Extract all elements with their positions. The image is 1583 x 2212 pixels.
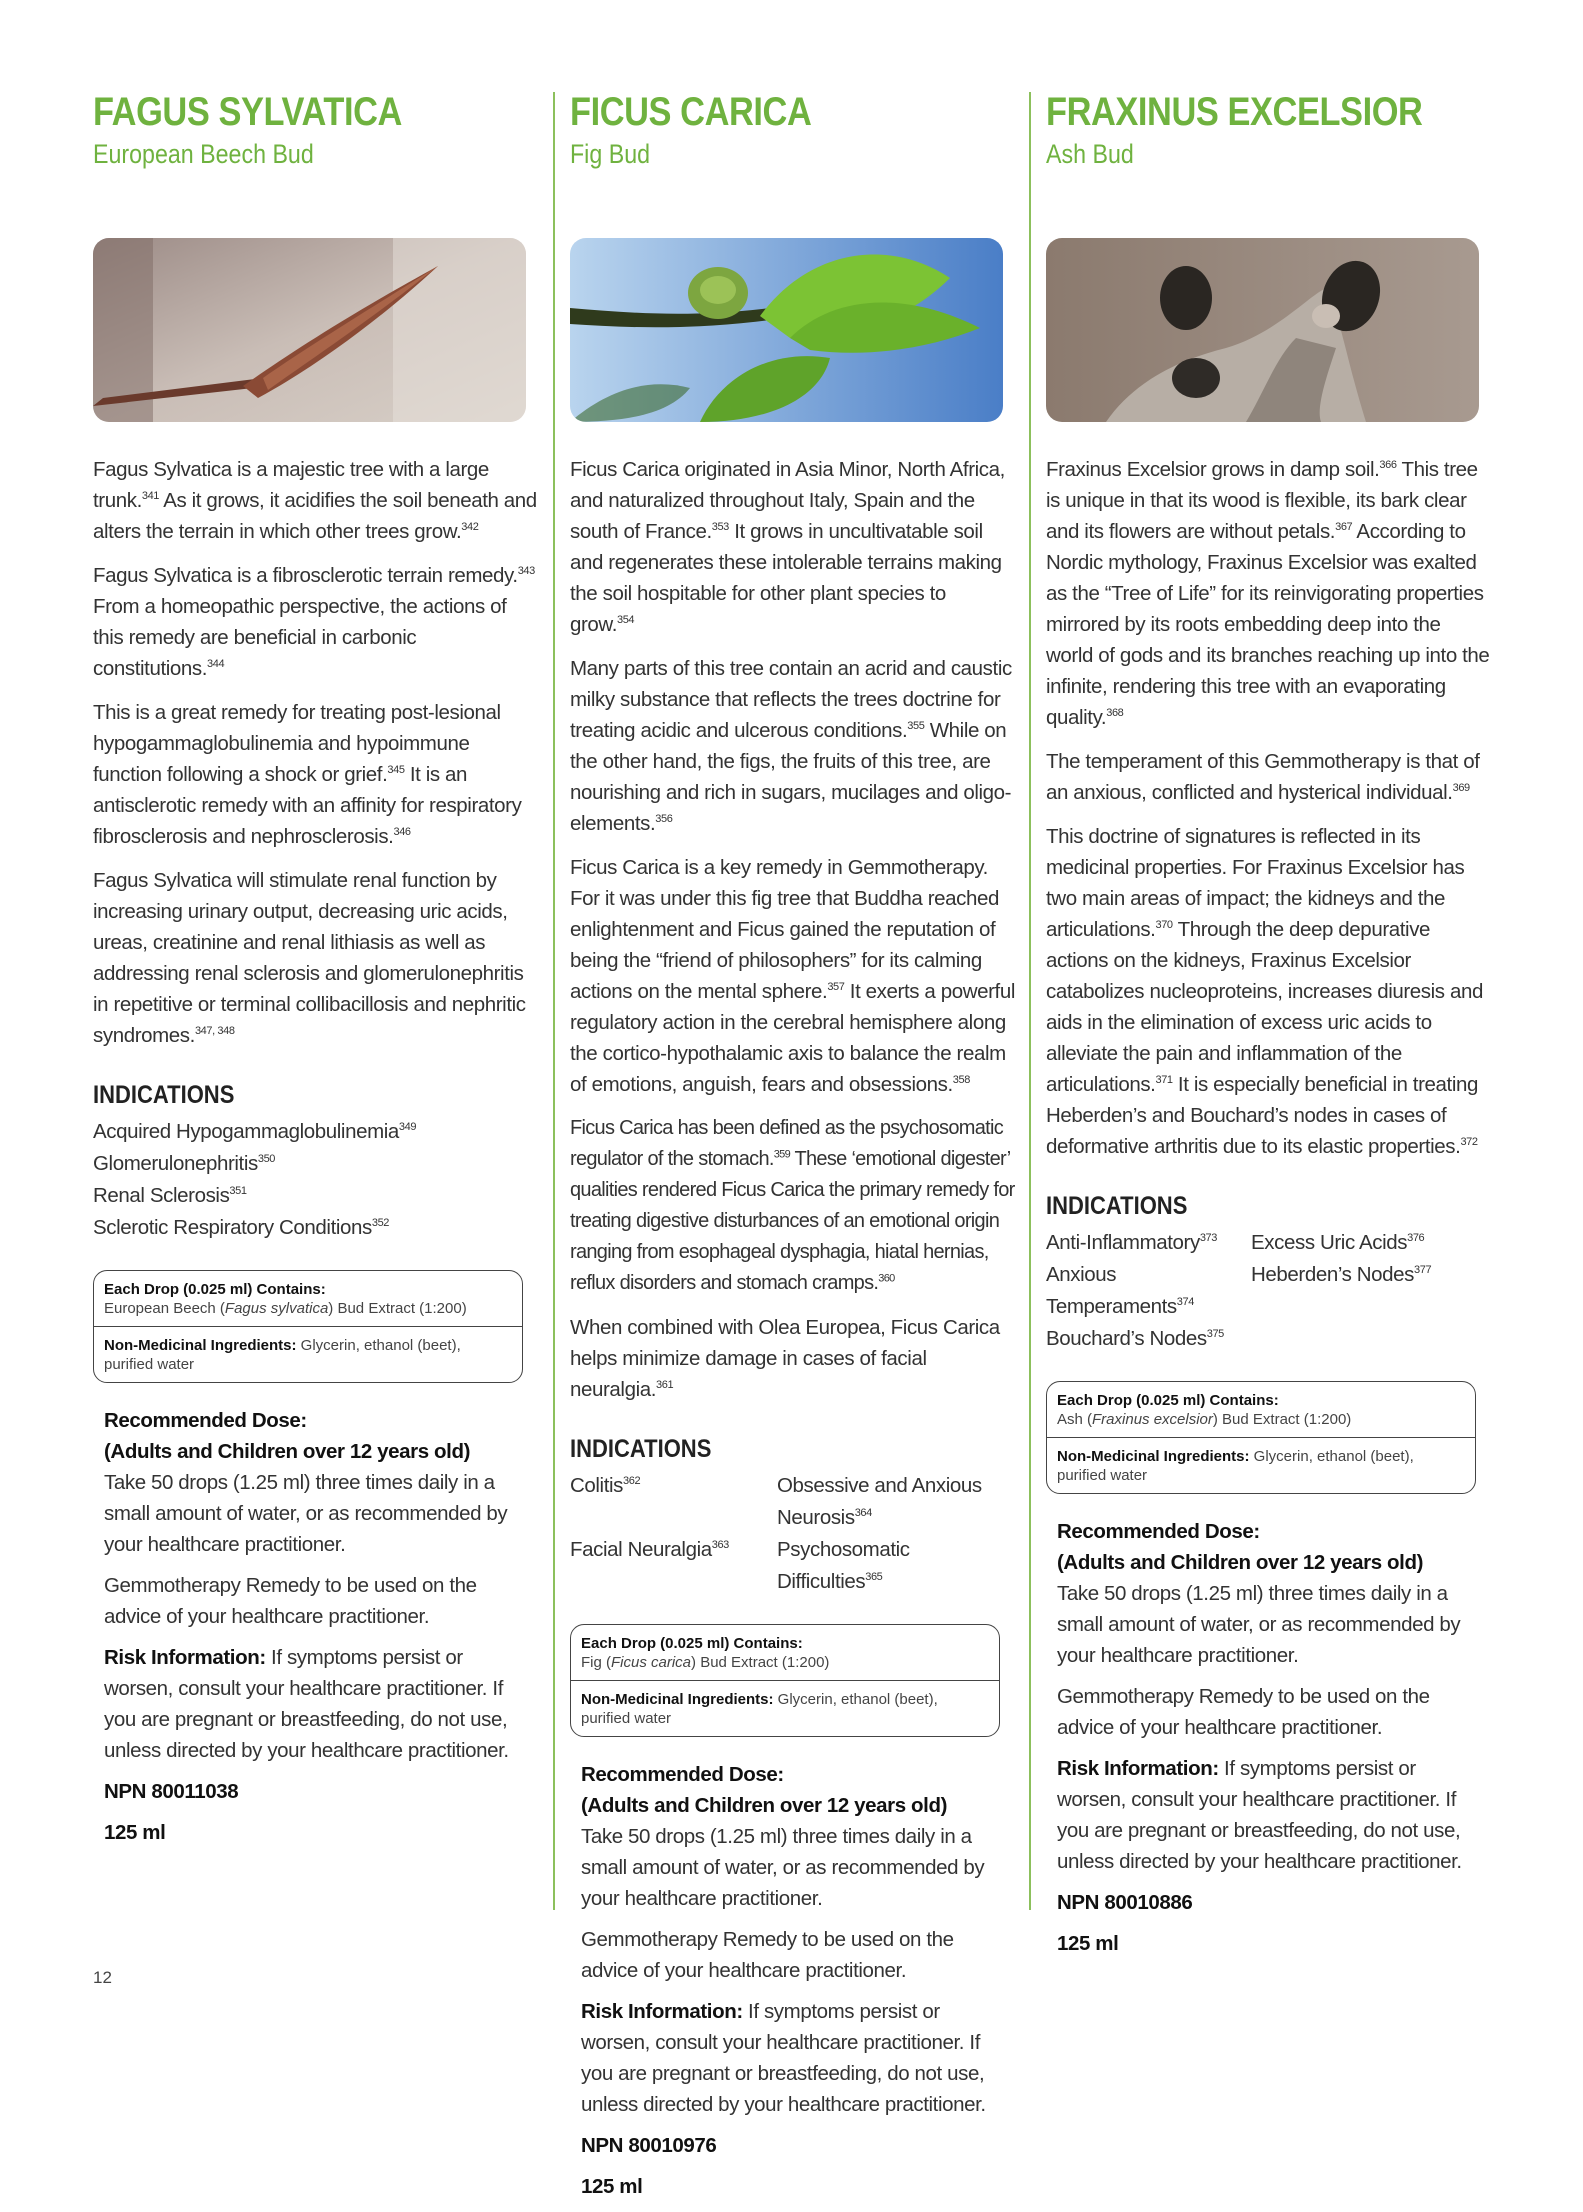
ingredients-box [1046, 1381, 1476, 1494]
indication-item: Sclerotic Respiratory Conditions$^{352}$ [93, 1216, 390, 1239]
paragraph-text: This tree is unique in that its wood is flexible, its bark clear and its flowers are without petals. [1046, 458, 1478, 543]
paragraph-text: It exerts a powerful regulatory action in the cerebral hemisphere along the cortico-hypothalamic axis to balance the realm of emotions, anguish, fears and obsessions. [570, 980, 1015, 1096]
paragraph-text: The temperament of this Gemmotherapy is that of an anxious, conflicted and hysterical individual. [1046, 750, 1480, 804]
indications-heading: INDICATIONS [93, 1081, 235, 1109]
each-drop-row: Each Drop (0.025 ml) Contains: European Beech (Fagus sylvatica) Bud Extract (1:200) [104, 1281, 467, 1317]
paragraph [570, 852, 1015, 1100]
reference-number: 342 [461, 521, 479, 534]
dosage-info: Recommended Dose: (Adults and Children over 12 years old) Take 50 drops (1.25 ml) three times daily in a small amount of water, or as recommended by your healthcare practitioner. Gemmotherapy Remedy to be used on the advice of your healthcare practitioner. Risk Information: If symptoms persist or worsen, consult your healthcare practitioner. If you are pregnant or breastfeeding, do not use, unless directed by your healthcare practitioner. NPN 80010976 125 ml [581, 1763, 986, 2198]
paragraph-text: From a homeopathic perspective, the actions of this remedy are beneficial in carbonic constitutions. [93, 595, 507, 680]
monograph-title: FRAXINUS EXCELSIOR [1046, 90, 1423, 134]
reference-number: 344 [207, 658, 225, 671]
paragraph-text: According to Nordic mythology, Fraxinus Excelsior was exalted as the “Tree of Life” for its reinvigorating properties mirrored by its roots embedding deep into the world of gods and its branches reaching up into the infinite, rendering this tree with an evaporating quality. [1046, 520, 1490, 729]
reference-number: 354 [617, 614, 635, 627]
reference-number: 366 [1379, 459, 1397, 472]
paragraph-text: This is a great remedy for treating post-lesional hypogammaglobulinemia and hypoimmune function following a shock or grief. [93, 701, 501, 786]
paragraph-text: Fraxinus Excelsior grows in damp soil. [1046, 458, 1380, 481]
paragraph [570, 1113, 1015, 1299]
paragraph [570, 454, 1015, 640]
indication-item: Excess Uric Acids$^{376}$ [1251, 1231, 1425, 1254]
column-divider [553, 92, 555, 1910]
paragraph-text: Fagus Sylvatica is a majestic tree with a large trunk. [93, 458, 489, 512]
bud-photo [93, 238, 526, 422]
paragraph [93, 454, 538, 547]
column-divider [1029, 92, 1031, 1910]
indications-heading: INDICATIONS [1046, 1192, 1188, 1220]
reference-number: 372 [1460, 1136, 1478, 1149]
reference-number: 371 [1155, 1074, 1173, 1087]
volume: 125 ml [1057, 1932, 1119, 1955]
reference-number: 353 [711, 521, 729, 534]
reference-number: 358 [952, 1074, 970, 1087]
paragraph [1046, 821, 1491, 1162]
indication-item: Anxious Temperaments$^{374}$ [1046, 1263, 1194, 1318]
indication-item [1251, 1323, 1491, 1355]
indication-item: Glomerulonephritis$^{350}$ [93, 1152, 276, 1175]
monograph-title: FICUS CARICA [570, 90, 812, 134]
monograph-body [1046, 454, 1491, 1969]
paragraph-text: Fagus Sylvatica will stimulate renal function by increasing urinary output, decreasing uric acids, ureas, creatinine and renal lithiasis as well as addressing renal sclerosis and glomerulonephritis in repetitive or terminal collibacillosis and nephritic syndromes. [93, 869, 526, 1047]
reference-number: 355 [907, 720, 925, 733]
paragraph-text: As it grows, it acidifies the soil beneath and alters the terrain in which other trees grow. [93, 489, 537, 543]
paragraph-text: It is an antisclerotic remedy with an affinity for respiratory fibrosclerosis and nephrosclerosis. [93, 763, 522, 848]
monograph-subtitle: Ash Bud [1046, 139, 1134, 169]
indication-item: Colitis$^{362}$ [570, 1474, 641, 1497]
reference-number: 360 [878, 1272, 895, 1285]
paragraph-text: It is especially beneficial in treating Heberden’s and Bouchard’s nodes in cases of deformative arthritis due to its elastic properties. [1046, 1073, 1478, 1158]
reference-number: 370 [1155, 919, 1173, 932]
monograph-body [570, 454, 1015, 2212]
indication-item: Renal Sclerosis$^{351}$ [93, 1184, 247, 1207]
dosage-info: Recommended Dose: (Adults and Children over 12 years old) Take 50 drops (1.25 ml) three times daily in a small amount of water, or as recommended by your healthcare practitioner. Gemmotherapy Remedy to be used on the advice of your healthcare practitioner. Risk Information: If symptoms persist or worsen, consult your healthcare practitioner. If you are pregnant or breastfeeding, do not use, unless directed by your healthcare practitioner. NPN 80010886 125 ml [1057, 1520, 1462, 1955]
non-medicinal-row: Non-Medicinal Ingredients: Glycerin, ethanol (beet), purified water [94, 1326, 522, 1382]
npn-number: NPN 80010886 [1057, 1891, 1193, 1914]
reference-number: 369 [1452, 782, 1470, 795]
indication-item: Acquired Hypogammaglobulinemia$^{349}$ [93, 1120, 417, 1143]
paragraph [93, 865, 538, 1051]
monograph-subtitle: European Beech Bud [93, 139, 314, 169]
ingredients-box [93, 1270, 523, 1383]
reference-number: 357 [827, 981, 845, 994]
indications-list [93, 1116, 538, 1244]
indication-item: Bouchard’s Nodes$^{375}$ [1046, 1327, 1224, 1350]
paragraph [1046, 746, 1491, 808]
ingredients-box [570, 1624, 1000, 1737]
bud-photo [570, 238, 1003, 422]
paragraph [570, 1312, 1015, 1405]
indications-list [570, 1470, 1015, 1598]
reference-number: 346 [393, 826, 411, 839]
reference-number: 359 [773, 1148, 790, 1161]
monograph-title: FAGUS SYLVATICA [93, 90, 402, 134]
dosage-info: Recommended Dose: (Adults and Children over 12 years old) Take 50 drops (1.25 ml) three times daily in a small amount of water, or as recommended by your healthcare practitioner. Gemmotherapy Remedy to be used on the advice of your healthcare practitioner. Risk Information: If symptoms persist or worsen, consult your healthcare practitioner. If you are pregnant or breastfeeding, do not use, unless directed by your healthcare practitioner. NPN 80011038 125 ml [104, 1409, 509, 1844]
each-drop-row: Each Drop (0.025 ml) Contains: Fig (Ficus carica) Bud Extract (1:200) [581, 1635, 830, 1671]
paragraph-text: This doctrine of signatures is reflected in its medicinal properties. For Fraxinus Excelsior has two main areas of impact; the kidneys and the articulations. [1046, 825, 1465, 941]
reference-number: 347, 348 [194, 1025, 235, 1038]
monograph-subtitle: Fig Bud [570, 139, 651, 169]
paragraph-text: When combined with Olea Europea, Ficus Carica helps minimize damage in cases of facial neuralgia. [570, 1316, 1000, 1401]
paragraph [1046, 454, 1491, 733]
paragraph-text: Many parts of this tree contain an acrid and caustic milky substance that reflects the trees doctrine for treating acidic and ulcerous conditions. [570, 657, 1012, 742]
paragraph-text: Fagus Sylvatica is a fibrosclerotic terrain remedy. [93, 564, 518, 587]
npn-number: NPN 80011038 [104, 1780, 239, 1803]
volume: 125 ml [581, 2175, 643, 2198]
page-number: 12 [93, 1968, 112, 1987]
indication-item: Anti-Inflammatory$^{373}$ [1046, 1231, 1217, 1254]
reference-number: 341 [141, 490, 160, 503]
paragraph-text: Ficus Carica is a key remedy in Gemmotherapy. For it was under this fig tree that Buddha reached enlightenment and Ficus gained the reputation of being the “friend of philosophers” for its calming actions on the mental sphere. [570, 856, 999, 1003]
indication-item: Psychosomatic Difficulties$^{365}$ [777, 1538, 910, 1593]
monograph-ficus [570, 88, 1015, 2198]
indication-item: Heberden’s Nodes$^{377}$ [1251, 1263, 1432, 1286]
monograph-fagus [93, 88, 537, 1844]
paragraph [570, 653, 1015, 839]
indications-heading: INDICATIONS [570, 1435, 712, 1463]
monograph-body [93, 454, 538, 1858]
reference-number: 356 [655, 813, 673, 826]
reference-number: 345 [387, 764, 405, 777]
monograph-fraxinus [1046, 88, 1490, 1955]
reference-number: 343 [517, 565, 535, 578]
non-medicinal-row: Non-Medicinal Ingredients: Glycerin, ethanol (beet), purified water [571, 1680, 999, 1736]
volume: 125 ml [104, 1821, 166, 1844]
paragraph-text: Ficus Carica originated in Asia Minor, North Africa, and naturalized throughout Italy, Spain and the south of France. [570, 458, 1005, 543]
reference-number: 367 [1335, 521, 1353, 534]
reference-number: 368 [1106, 707, 1124, 720]
each-drop-row: Each Drop (0.025 ml) Contains: Ash (Fraxinus excelsior) Bud Extract (1:200) [1057, 1392, 1352, 1428]
paragraph-text: These ‘emotional digester’ qualities rendered Ficus Carica the primary remedy for treating digestive disturbances of an emotional origin ranging from esophageal dysphagia, hiatal hernias, reflux disorders and stomach cramps. [570, 1148, 1015, 1294]
indication-item: Obsessive and Anxious Neurosis$^{364}$ [777, 1474, 982, 1529]
indication-item: Facial Neuralgia$^{363}$ [570, 1538, 729, 1561]
paragraph-text: While on the other hand, the figs, the fruits of this tree, are nourishing and rich in sugars, mucilages and oligo-elements. [570, 719, 1012, 835]
npn-number: NPN 80010976 [581, 2134, 717, 2157]
non-medicinal-row: Non-Medicinal Ingredients: Glycerin, ethanol (beet), purified water [1047, 1437, 1475, 1493]
indications-list [1046, 1227, 1491, 1355]
paragraph-text: Through the deep depurative actions on the kidneys, Fraxinus Excelsior catabolizes nucleoproteins, increases diuresis and aids in the elimination of excess uric acids to alleviate the pain and inflammation of the articulations. [1046, 918, 1483, 1096]
paragraph [93, 560, 538, 684]
bud-photo [1046, 238, 1479, 422]
reference-number: 361 [656, 1379, 674, 1392]
paragraph-text: It grows in uncultivatable soil and regenerates these intolerable terrains making the soil hospitable for other plant species to grow. [570, 520, 1002, 636]
paragraph [93, 697, 538, 852]
paragraph-text: Ficus Carica has been defined as the psychosomatic regulator of the stomach. [570, 1117, 1004, 1170]
